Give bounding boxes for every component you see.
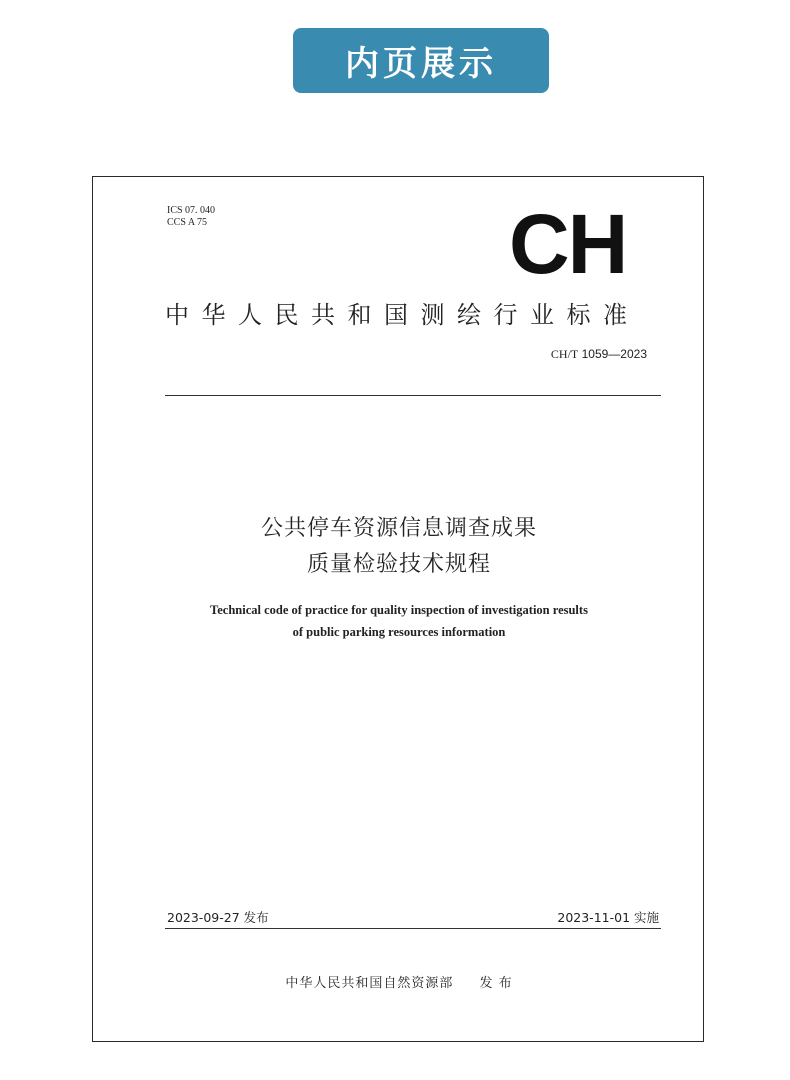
issue-label: 发 布 (479, 976, 513, 991)
title-en-line1: Technical code of practice for quality inspection of investigation results (210, 603, 588, 617)
standard-cover-page (92, 176, 704, 1042)
issuer-name: 中华人民共和国自然资源部 (285, 976, 454, 991)
publish-date: 2023-09-27 发布 (167, 910, 269, 925)
ics-code: ICS 07. 040 (167, 205, 216, 216)
classification-codes (167, 205, 215, 229)
standard-code: 1059—2023 (581, 347, 647, 361)
standard-prefix: CH/T (550, 347, 579, 361)
title-cn-line2: 质量检验技术规程 (306, 552, 491, 577)
bottom-divider (165, 928, 661, 929)
issuer-line (93, 972, 705, 991)
organization-title: 中华人民共和国测绘行业标准 (165, 301, 640, 329)
standard-number (551, 347, 647, 362)
top-divider (165, 395, 661, 396)
ch-logo: CH (509, 197, 627, 291)
title-en-line2: of public parking resources information (292, 625, 506, 639)
implement-date: 2023-11-01 实施 (557, 910, 659, 925)
ccs-code: CCS A 75 (167, 217, 208, 228)
title-cn-line1: 公共停车资源信息调查成果 (260, 516, 537, 541)
banner-title: 内页展示 (293, 28, 549, 93)
